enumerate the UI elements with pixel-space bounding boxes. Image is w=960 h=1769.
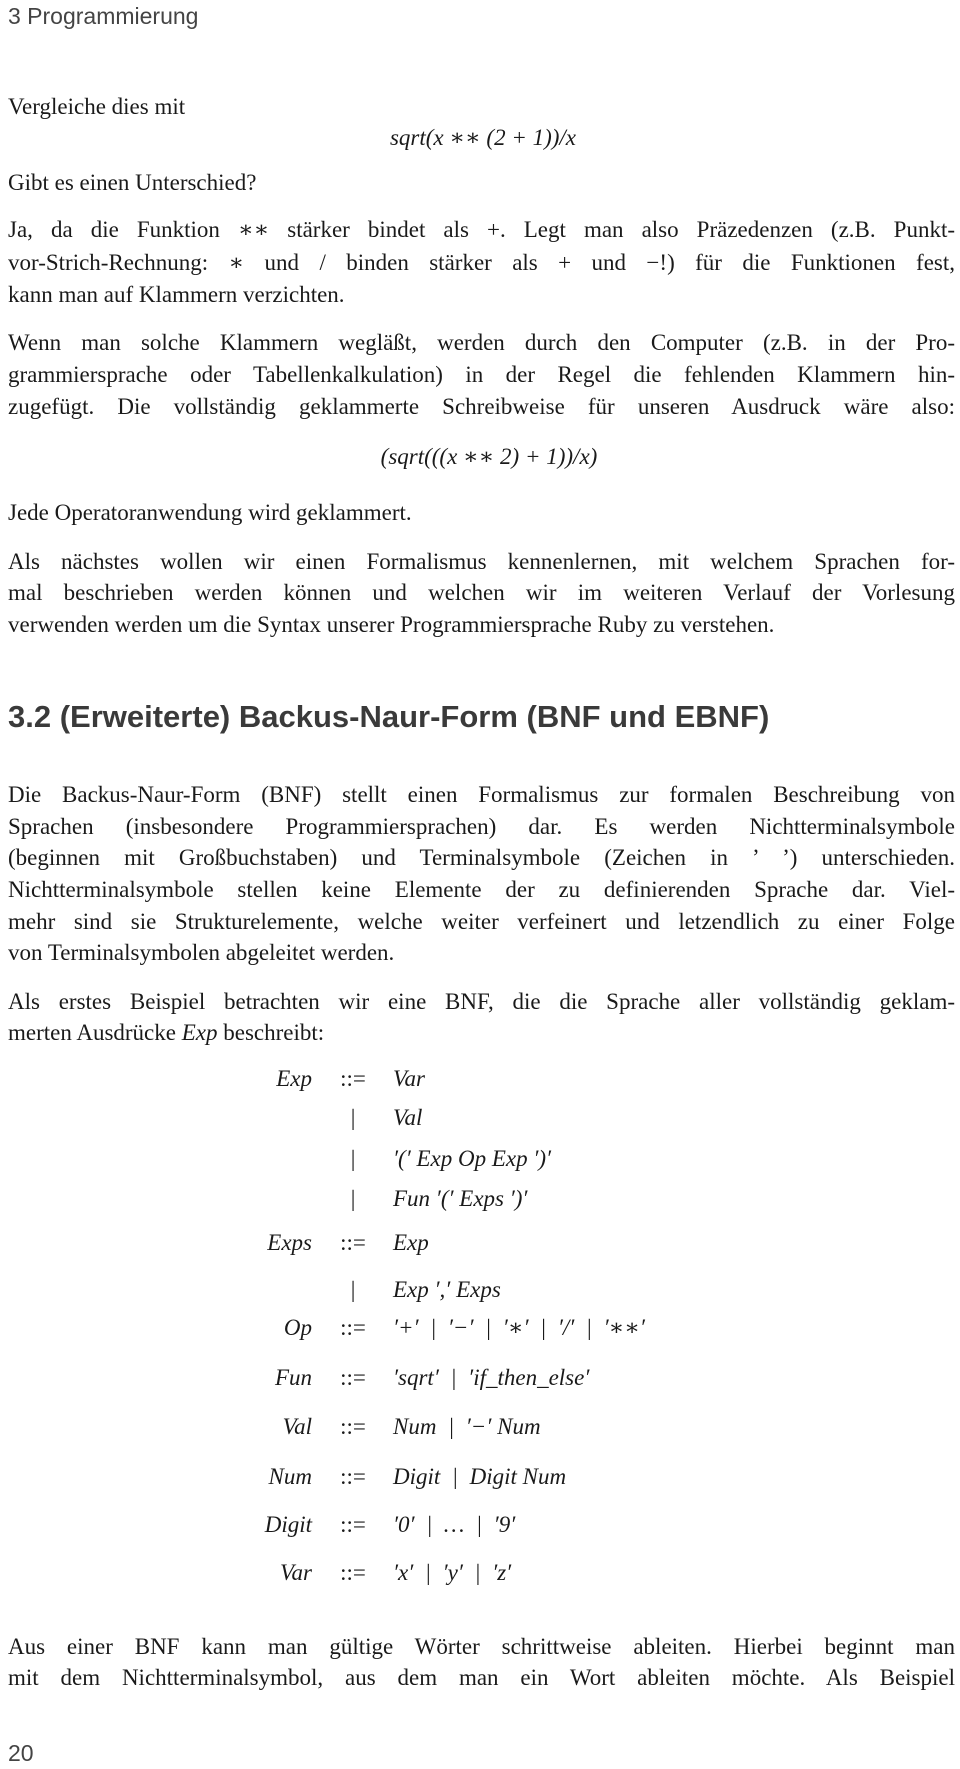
running-header: 3 Programmierung xyxy=(8,3,199,29)
paragraph-derive-line: mit dem Nichtterminalsymbol, aus dem man ein Wort ableiten möchte. Als Beispiel xyxy=(8,1665,955,1690)
grammar-define-symbol: ::= xyxy=(340,1315,366,1340)
grammar-alternative-bar: | xyxy=(350,1186,356,1211)
grammar-define-symbol: ::= xyxy=(340,1365,366,1390)
grammar-rhs: Exp ′,′ Exps xyxy=(393,1277,501,1302)
paragraph-bnf-line: (beginnen mit Großbuchstaben) und Terminalsymbole (Zeichen in ’ ’) unterschieden. xyxy=(8,845,955,870)
paragraph-question: Gibt es einen Unterschied? xyxy=(8,170,257,195)
grammar-lhs: Var xyxy=(280,1560,312,1585)
grammar-define-symbol: ::= xyxy=(340,1230,366,1255)
grammar-rhs: Exp xyxy=(393,1230,429,1255)
paragraph-next-line: mal beschrieben werden können und welchen wir im weiteren Verlauf der Vorlesung xyxy=(8,580,955,605)
section-heading: 3.2 (Erweiterte) Backus-Naur-Form (BNF und EBNF) xyxy=(8,699,770,734)
grammar-lhs: Digit xyxy=(264,1512,312,1537)
paragraph-bnf-line: Sprachen (insbesondere Programmiersprachen) dar. Es werden Nichtterminalsymbole xyxy=(8,814,955,839)
grammar-alternative-bar: | xyxy=(350,1146,356,1171)
grammar-define-symbol: ::= xyxy=(340,1560,366,1585)
paragraph-compare: Vergleiche dies mit xyxy=(8,94,186,119)
formula-sqrt xyxy=(0,122,960,154)
paragraph-answer-line: kann man auf Klammern verzichten. xyxy=(8,282,345,307)
grammar-define-symbol: ::= xyxy=(340,1066,366,1091)
formula-text: (sqrt(((x ∗∗ 2) + 1))/x) xyxy=(380,444,598,469)
paragraph-brackets-line: Wenn man solche Klammern wegläßt, werden durch den Computer (z.B. in der Pro- xyxy=(8,330,955,355)
paragraph-brackets-line: grammiersprache oder Tabellenkalkulation) in der Regel die fehlenden Klammern hin- xyxy=(8,362,955,387)
paragraph-bnf-line: Die Backus-Naur-Form (BNF) stellt einen Formalismus zur formalen Beschreibung von xyxy=(8,782,955,807)
grammar-alternative-bar: | xyxy=(350,1105,356,1130)
grammar-rhs: ′+′ | ′−′ | ′∗′ | ′/′ | ′∗∗′ xyxy=(393,1315,645,1340)
grammar-rhs: ′sqrt′ | ′if_then_else′ xyxy=(393,1365,590,1390)
grammar-rhs: ′x′ | ′y′ | ′z′ xyxy=(393,1560,512,1585)
paragraph-operator: Jede Operatoranwendung wird geklammert. xyxy=(8,500,412,525)
grammar-lhs: Fun xyxy=(274,1365,312,1390)
grammar-rhs: Digit | Digit Num xyxy=(393,1464,567,1489)
grammar-lhs: Op xyxy=(283,1315,312,1340)
paragraph-next-line: verwenden werden um die Syntax unserer Programmiersprache Ruby zu verstehen. xyxy=(8,612,775,637)
grammar-define-symbol: ::= xyxy=(340,1414,366,1439)
paragraph-next-line: Als nächstes wollen wir einen Formalismus kennenlernen, mit welchem Sprachen for- xyxy=(8,549,955,574)
math-exp: Exp xyxy=(181,1020,218,1045)
grammar-rhs: ′(′ Exp Op Exp ′)′ xyxy=(393,1146,552,1171)
grammar-lhs: Num xyxy=(268,1464,312,1489)
paragraph-bnf-line: mehr sind sie Strukturelemente, welche weiter verfeinert und letzendlich zu einer Folge xyxy=(8,909,955,934)
grammar-rhs: Val xyxy=(393,1105,423,1130)
paragraph-answer-line: vor-Strich-Rechnung: ∗ und / binden stärker als + und −!) für die Funktionen fest, xyxy=(8,250,955,275)
grammar-lhs: Val xyxy=(282,1414,312,1439)
page-number: 20 xyxy=(8,1740,34,1766)
paragraph-bnf-line: Nichtterminalsymbole stellen keine Elemente der zu definierenden Sprache dar. Viel- xyxy=(8,877,955,902)
paragraph-example-line xyxy=(8,1017,324,1049)
grammar-lhs: Exp xyxy=(276,1066,312,1091)
paragraph-brackets-line: zugefügt. Die vollständig geklammerte Schreibweise für unseren Ausdruck wäre also: xyxy=(8,394,955,419)
grammar-rhs: ′0′ | … | ′9′ xyxy=(393,1512,516,1537)
grammar-rhs: Var xyxy=(393,1066,425,1091)
formula-text: sqrt(x ∗∗ (2 + 1))/x xyxy=(389,125,577,150)
grammar-define-symbol: ::= xyxy=(340,1464,366,1489)
grammar-lhs: Exps xyxy=(267,1230,312,1255)
paragraph-example-line: Als erstes Beispiel betrachten wir eine BNF, die die Sprache aller vollständig geklam- xyxy=(8,989,955,1014)
paragraph-bnf-line: von Terminalsymbolen abgeleitet werden. xyxy=(8,940,395,965)
paragraph-derive-line: Aus einer BNF kann man gültige Wörter schrittweise ableiten. Hierbei beginnt man xyxy=(8,1634,955,1659)
grammar-rhs: Fun ′(′ Exps ′)′ xyxy=(393,1186,528,1211)
formula-bracketed xyxy=(6,441,960,473)
grammar-define-symbol: ::= xyxy=(340,1512,366,1537)
text: beschreibt: xyxy=(217,1020,325,1045)
grammar-rhs: Num | ′−′ Num xyxy=(393,1414,541,1439)
paragraph-answer-line: Ja, da die Funktion ∗∗ stärker bindet als +. Legt man also Präzedenzen (z.B. Punkt- xyxy=(8,217,955,242)
text: merten Ausdrücke xyxy=(8,1020,182,1045)
grammar-alternative-bar: | xyxy=(350,1277,356,1302)
